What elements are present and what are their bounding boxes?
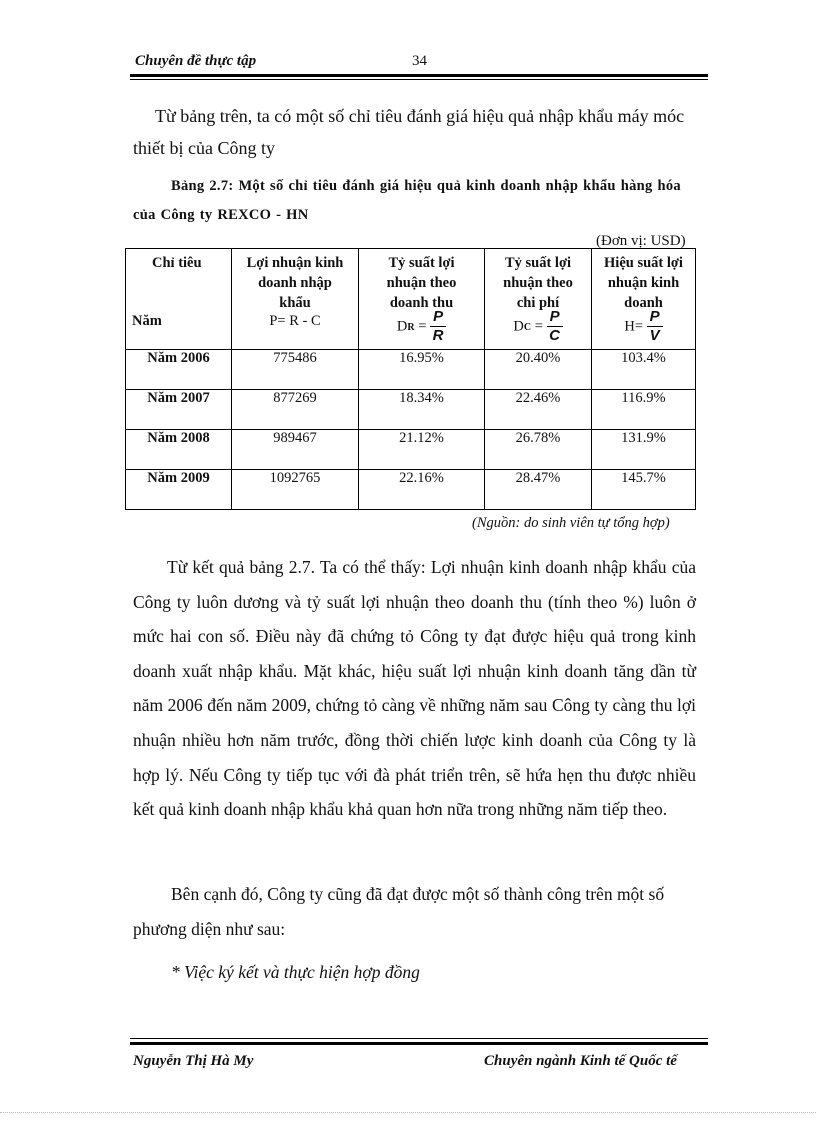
header-rule [130,74,708,77]
cell-roc: 26.78% [485,430,592,470]
indicators-table [125,248,696,510]
row-year: Năm 2006 [126,350,232,390]
cell-ros: 21.12% [359,430,485,470]
cell-efficiency: 103.4% [592,350,696,390]
formula-ros: DR = $\frac{P}{R}$ [359,309,484,344]
page-number: 34 [412,53,427,69]
table-row [126,430,696,470]
cell-ros: 22.16% [359,470,485,510]
corner-bottom-label: Năm [132,313,162,329]
table-caption: Bảng 2.7: Một số chỉ tiêu đánh giá hiệu quả kinh doanh nhập khẩu hàng hóa của Công ty REXCO - HN [133,178,681,223]
cell-roc: 22.46% [485,390,592,430]
page-edge-divider [0,1112,816,1113]
corner-top-label: Chỉ tiêu [152,255,202,271]
cell-efficiency: 131.9% [592,430,696,470]
row-year: Năm 2007 [126,390,232,430]
formula-profit: P= R - C [269,313,321,329]
cell-profit: 1092765 [232,470,359,510]
table-row [126,350,696,390]
cell-profit: 989467 [232,430,359,470]
formula-efficiency: H= $\frac{P}{V}$ [592,309,695,344]
header-title: Chuyên đề thực tập [135,53,257,69]
table-source: (Nguồn: do sinh viên tự tổng hợp) [472,515,670,531]
cell-ros: 16.95% [359,350,485,390]
column-header-ros: Tỷ suất lợi nhuận theo doanh thu DR = $\frac{P}{R}$ [359,249,484,349]
table-unit: (Đơn vị: USD) [596,233,686,249]
formula-roc: DC = $\frac{P}{C}$ [485,309,591,344]
corner-cell [126,249,231,349]
table-row [126,390,696,430]
column-header-efficiency: Hiệu suất lợi nhuận kinh doanh H= $\frac{P}{V}$ [592,249,695,349]
footer-major: Chuyên ngành Kinh tế Quốc tế [484,1053,677,1069]
row-year: Năm 2008 [126,430,232,470]
footer-author: Nguyễn Thị Hà My [133,1053,254,1069]
intro-paragraph: Từ bảng trên, ta có một số chỉ tiêu đánh giá hiệu quả nhập khẩu máy móc thiết bị của Công ty [133,106,685,158]
header-rule-thin [130,79,708,80]
cell-profit: 877269 [232,390,359,430]
footer-rule-thin [130,1038,708,1039]
cell-roc: 20.40% [485,350,592,390]
analysis-paragraph: Từ kết quả bảng 2.7. Ta có thể thấy: Lợi nhuận kinh doanh nhập khẩu của Công ty luôn dương và tỷ suất lợi nhuận theo doanh thu (tính theo %) luôn ở mức hai con số. Điều này đã chứng tỏ Công ty đạt được hiệu quả trong kinh doanh xuất nhập khẩu. Mặt khác, hiệu suất lợi nhuận kinh doanh tăng dần từ năm 2006 đến năm 2009, chứng tỏ càng về những năm sau Công ty càng thu lợi nhuận nhiều hơn năm trước, đồng thời chiến lược kinh doanh của Công ty là hợp lý. Nếu Công ty tiếp tục với đà phát triển trên, sẽ hứa hẹn thu được nhiều kết quả kinh doanh nhập khẩu khả quan hơn nữa trong những năm tiếp theo. [133,557,696,820]
table-row [126,470,696,510]
subheading: * Việc ký kết và thực hiện hợp đồng [171,962,420,982]
column-header-profit: Lợi nhuận kinh doanh nhập khẩu P= R - C [232,249,358,349]
achievements-paragraph: Bên cạnh đó, Công ty cũng đã đạt được một số thành công trên một số phương diện như sau: [133,884,665,939]
footer-rule [130,1042,708,1045]
column-header-roc: Tỷ suất lợi nhuận theo chi phí DC = $\frac{P}{C}$ [485,249,591,349]
cell-efficiency: 116.9% [592,390,696,430]
cell-efficiency: 145.7% [592,470,696,510]
cell-profit: 775486 [232,350,359,390]
table-header-row [126,249,696,350]
row-year: Năm 2009 [126,470,232,510]
cell-roc: 28.47% [485,470,592,510]
cell-ros: 18.34% [359,390,485,430]
